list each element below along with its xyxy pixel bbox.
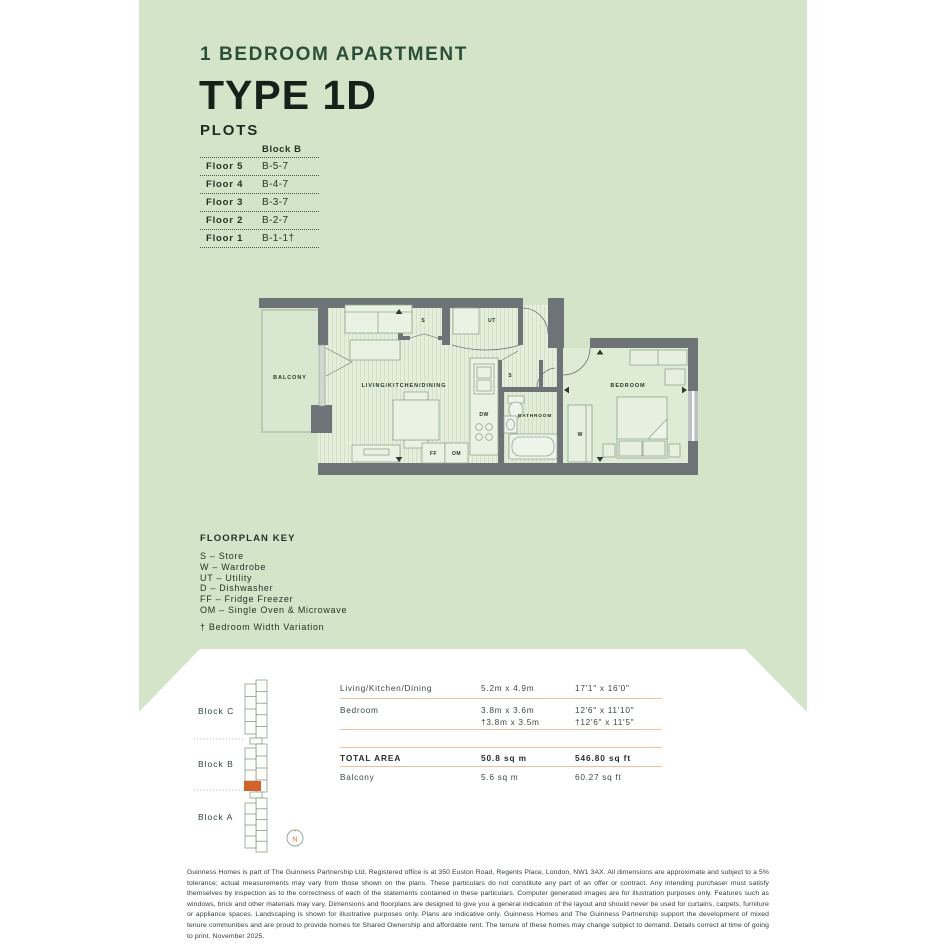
room-label-bedroom: BEDROOM bbox=[610, 383, 646, 389]
plots-floor-label: Floor 5 bbox=[206, 161, 244, 172]
label-dishwasher-icon: DW bbox=[479, 412, 489, 418]
floorplan-key-heading: FLOORPLAN KEY bbox=[200, 533, 296, 544]
block-labels bbox=[198, 706, 234, 822]
plots-floor-label: Floor 1 bbox=[206, 233, 244, 244]
dim-imperial: 546.80 sq ft bbox=[575, 753, 631, 763]
label-wardrobe-icon: W bbox=[577, 432, 583, 438]
plots-row bbox=[200, 212, 319, 230]
dim-row-bedroom bbox=[340, 699, 662, 730]
balcony-area bbox=[262, 310, 319, 432]
plots-plot-number: B-4-7 bbox=[262, 179, 289, 190]
dim-row-total bbox=[340, 748, 662, 767]
plots-plot-number: B-1-1† bbox=[262, 233, 295, 244]
key-item: FF – Fridge Freezer bbox=[200, 594, 294, 605]
plots-row bbox=[200, 194, 319, 212]
room-label-balcony: BALCONY bbox=[273, 375, 307, 381]
dim-metric: 5.2m x 4.9m bbox=[481, 683, 535, 693]
key-item: OM – Single Oven & Microwave bbox=[200, 604, 348, 615]
plots-plot-number: B-2-7 bbox=[262, 215, 289, 226]
dim-row-living bbox=[340, 678, 662, 699]
label-store2-icon: S bbox=[508, 373, 512, 379]
plots-row bbox=[200, 158, 319, 176]
dim-imperial: 60.27 sq ft bbox=[575, 772, 622, 782]
plots-table bbox=[200, 142, 319, 248]
key-item: UT – Utility bbox=[200, 572, 253, 583]
block-label-c: Block C bbox=[198, 706, 235, 716]
room-label-living: LIVING/KITCHEN/DINING bbox=[361, 383, 447, 389]
compass-icon bbox=[287, 830, 303, 847]
dim-label: Bedroom bbox=[340, 705, 379, 715]
compass-north-label: N bbox=[292, 834, 298, 844]
room-label-bathroom: BATHROOM bbox=[517, 414, 553, 419]
label-fridge-freezer-icon: FF bbox=[429, 451, 438, 457]
key-note: † Bedroom Width Variation bbox=[200, 621, 325, 632]
key-item: D – Dishwasher bbox=[200, 583, 274, 594]
label-oven-microwave-icon: OM bbox=[451, 451, 462, 457]
key-item: S – Store bbox=[200, 551, 244, 561]
type-heading: TYPE 1D bbox=[199, 72, 377, 118]
legal-text: Guinness Homes is part of The Guinness Partnership Ltd. Registered office is at 350 Euston Road, Regents Place, London, NW1 3AX. All dimensions are approximate and subject to a 5% tolerance; actual measurements may vary from those shown on the plans. These particulars do not constitute any part of an offer or contract. Any intending purchaser must satisfy themselves by inspection as to the correctness of each of the statements contained in these particulars. Computer generated images are for illustration purposes only. Features such as windows, brick and other materials may vary. Dimensions and floorplans are designed to give you a general indication of the layout and should never be used for curtains, carpets, furniture or appliance spaces. Landscaping is shown for illustrative purposes only. Plans are indicative only. Guinness Homes and The Guinness Partnership support the development of mixed tenure communities and are proud to provide homes for Shared Ownership and affordable rent. The tenure of these homes may change subject to demand. Details correct at time of going to print. November 2025. bbox=[187, 869, 769, 940]
label-utility-icon: UT bbox=[488, 318, 496, 324]
dim-metric: 3.8m x 3.6m †3.8m x 3.5m bbox=[481, 705, 540, 727]
label-store-icon: S bbox=[421, 318, 425, 324]
bedroom-window bbox=[688, 391, 698, 441]
apartment-type-title: 1 BEDROOM APARTMENT bbox=[200, 44, 468, 65]
dim-row-balcony bbox=[340, 767, 662, 786]
key-item: W – Wardrobe bbox=[200, 561, 267, 572]
block-label-a: Block A bbox=[198, 812, 234, 822]
highlighted-unit bbox=[244, 781, 261, 791]
dim-row-spacer bbox=[340, 730, 662, 748]
dim-metric: 50.8 sq m bbox=[481, 753, 527, 763]
dim-metric: 5.6 sq m bbox=[481, 772, 519, 782]
dim-label: Balcony bbox=[340, 772, 375, 782]
site-plan bbox=[188, 664, 318, 854]
floorplan-key bbox=[200, 533, 347, 632]
plots-heading: PLOTS bbox=[200, 122, 260, 139]
dim-imperial: 12'6" x 11'10" †12'6" x 11'5" bbox=[575, 705, 635, 727]
dim-label: TOTAL AREA bbox=[340, 753, 402, 763]
plots-block-header: Block B bbox=[262, 144, 302, 155]
plots-floor-label: Floor 2 bbox=[206, 215, 244, 226]
plots-floor-label: Floor 3 bbox=[206, 197, 244, 208]
block-label-b: Block B bbox=[198, 759, 234, 769]
floorplan-drawing bbox=[252, 288, 704, 484]
building-blocks bbox=[245, 680, 267, 852]
plots-floor-label: Floor 4 bbox=[206, 179, 244, 190]
plots-plot-number: B-5-7 bbox=[262, 161, 289, 172]
plots-row bbox=[200, 230, 319, 248]
plots-plot-number: B-3-7 bbox=[262, 197, 289, 208]
plots-table-header bbox=[200, 142, 319, 158]
dimensions-table bbox=[340, 678, 662, 786]
dim-label: Living/Kitchen/Dining bbox=[340, 683, 433, 693]
plots-row bbox=[200, 176, 319, 194]
dim-imperial: 17'1" x 16'0" bbox=[575, 683, 630, 693]
